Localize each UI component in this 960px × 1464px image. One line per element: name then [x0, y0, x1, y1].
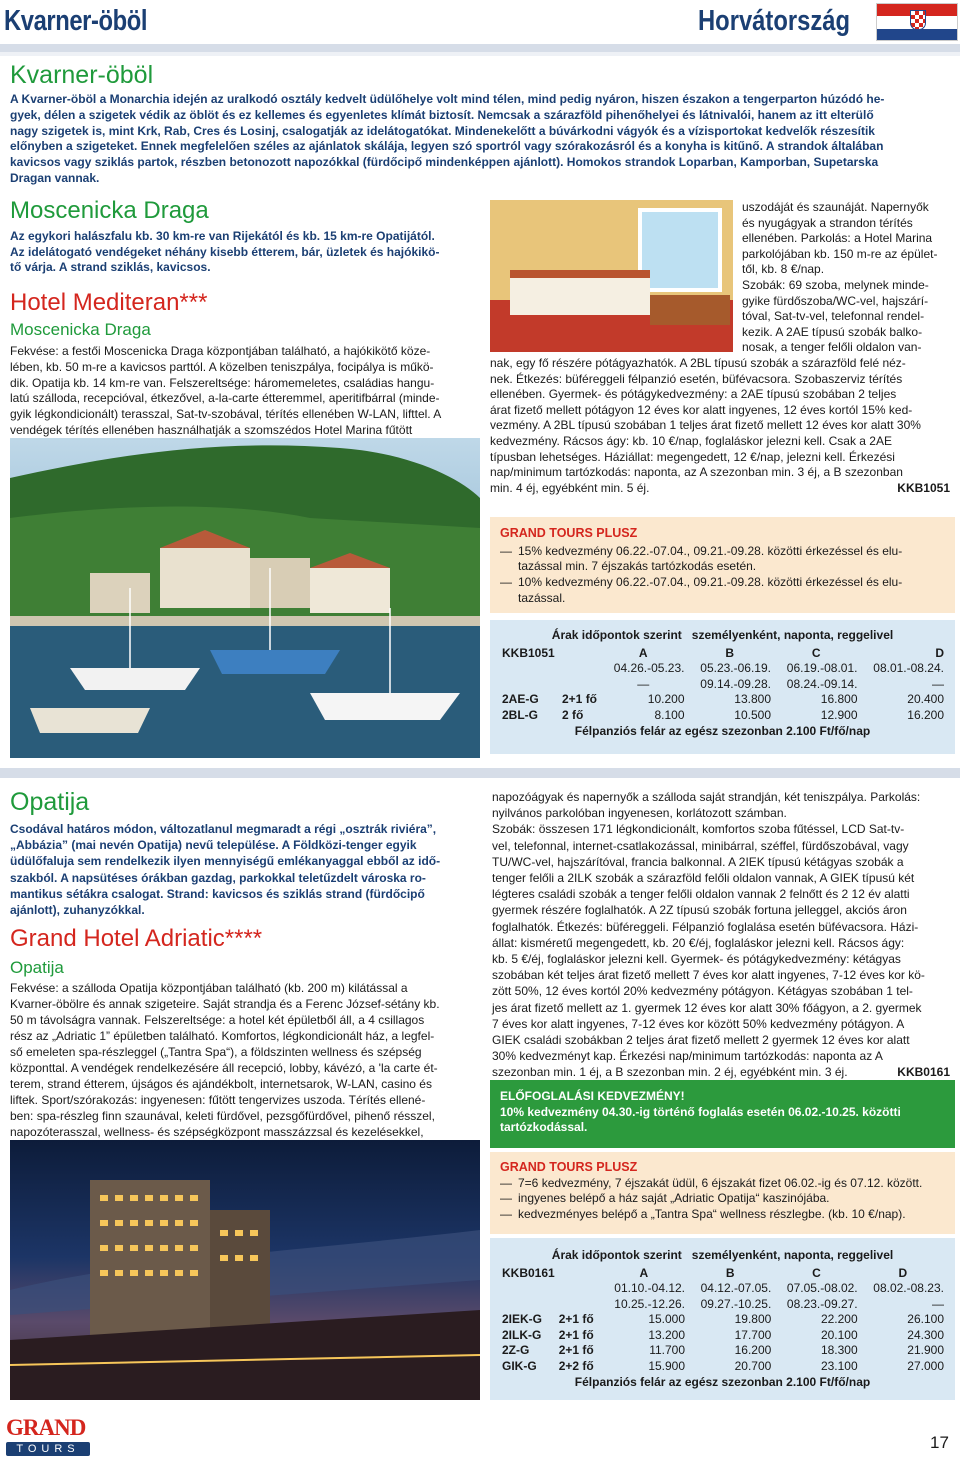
price-cell: 20.400 [907, 692, 944, 707]
table-row [500, 1343, 946, 1359]
mediteran-code: KKB1051 [897, 480, 950, 495]
mediteran-full-line: árat fizető mellett pótágyon 12 éves kor alatt ingyenes, 12 éves kortól 15% ked- [490, 402, 913, 417]
gt-plusz-line: kedvezményes belépő a „Tantra Spa“ wellness részlegbe. (kb. 10 €/nap). [518, 1206, 906, 1221]
mediteran-full-line: ellenében. Gyermek- és pótágykedvezmény: a 2AE típusú szobában 2 teljes [490, 387, 897, 402]
room-type: 2BL-G [502, 707, 538, 722]
adriatic-right-line: szezonban min. 1 éj, a B szezonban min. 2 éj, egyébként min. 3 éj. [492, 1065, 848, 1080]
adriatic-right-line: TU/WC-vel, hajszárítóval, francia balkonnal. A 2IEK típusú kétágyas szobák a [492, 854, 904, 869]
early-booking-box [490, 1080, 955, 1148]
season-dates: 08.02.-08.23. [873, 1281, 944, 1296]
price-cell: 23.100 [820, 1358, 858, 1373]
early-booking-line: 10% kedvezmény 04.30.-ig történő foglalás esetén 06.02.-10.25. közötti [500, 1104, 901, 1119]
season-header: A [638, 645, 648, 660]
price-table-footer: Félpanziós felár az egész szezonban 2.100 Ft/fő/nap [574, 724, 871, 739]
opatija-line: mantikus sétákra csalogat. Strand: kavicsos és sziklás strand (fürdőcipő [10, 886, 425, 901]
kvarner-intro-line: nagy szigetek is, mint Krk, Rab, Cres és Losinj, csalogatják az idelátogatókat. Mindenekelőtt a búvárkodni vágyók és a vízisportokat kedvelők részesítik [10, 123, 875, 138]
adriatic-left-line: napozóterasszal, wellness- és szépségközpont masszázzsal és kezelésekkel, [10, 1125, 424, 1139]
season-dates: 08.23.-09.27. [786, 1296, 858, 1311]
price-cell: 26.100 [907, 1312, 944, 1327]
price-table-code: KKB1051 [502, 645, 555, 660]
mediteran-full-line: nap/minimum tartózkodás: naponta, az A szezonban min. 3 éj, a B szezonban [490, 465, 903, 480]
early-booking-title: ELŐFOGLALÁSI KEDVEZMÉNY! [500, 1089, 685, 1103]
adriatic-right-line: foglalhatók. Étkezés: büféreggeli. Félpanzió foglalása esetén büfévacsora. Házi- [492, 919, 919, 934]
season-dates: 08.01.-08.24. [873, 661, 944, 676]
price-cell: 24.300 [907, 1327, 944, 1342]
night-hotel-photo [10, 1140, 480, 1400]
adriatic-left-line: terem, strand étterem, újságos és ajándékbolt, internetsarok, W-LAN, casino és [10, 1077, 432, 1091]
adriatic-left-line: központtal. A vendégek rendelkezésére áll recepció, lobby, kávézó, a 'la carte ét- [10, 1061, 438, 1075]
price-cell: 16.800 [820, 692, 858, 707]
adriatic-code: KKB0161 [897, 1065, 950, 1080]
season-dates: 06.19.-08.01. [786, 661, 858, 676]
gt-plusz-line: 7=6 kedvezmény, 7 éjszakát üdül, 6 éjszakát fizet 06.02.-ig és 07.12. között. [518, 1175, 923, 1190]
grand-adriatic-title: Grand Hotel Adriatic**** [10, 925, 263, 952]
opatija-desc [10, 821, 480, 918]
price-cell: 16.200 [907, 707, 944, 722]
price-cell: 15.900 [648, 1358, 686, 1373]
room-persons: 2 fő [562, 707, 584, 722]
gt-plusz-line: 15% kedvezmény 06.22.-07.04., 09.21.-09.28. közötti érkezéssel és elu- [518, 543, 903, 558]
adriatic-left-line: rész az „Adriatic 1” épületben található. Komfortos, légkondicionált ház, a legfel- [10, 1029, 435, 1043]
hotel-room-illustration [490, 200, 733, 352]
season-header: C [811, 645, 821, 660]
hotel-mediteran-subtitle: Moscenicka Draga [10, 320, 151, 339]
season-dates: 04.12.-07.05. [700, 1281, 772, 1296]
room-persons: 2+1 fő [562, 692, 598, 707]
price-cell: 20.100 [820, 1327, 858, 1342]
room-persons: 2+1 fő [558, 1327, 594, 1342]
adriatic-right-line: gyermek részére foglalhatók. A 2Z típusú szobák fortuna jelleggel, akciós áron [492, 903, 907, 918]
season-dates: — [932, 1296, 944, 1311]
season-dates: 07.05.-08.02. [786, 1281, 858, 1296]
price-cell: 17.700 [734, 1327, 772, 1342]
opatija-line: ajánlott), zuhanyzókkal. [10, 903, 145, 918]
mediteran-left-line: latú szálloda, recepcióval, étkezővel, a-la-carte étteremmel, aperitifbárral (minde- [10, 391, 440, 406]
season-dates: 09.14.-09.28. [700, 676, 771, 691]
price-table-grid [500, 1266, 946, 1375]
grand-adriatic-subtitle: Opatija [10, 958, 64, 977]
kvarner-intro-line: gyek, délen a szigetek védik az öblöt és ez kellemes és egyenletes klímát biztosít. Nemcsak a szárazföld pihenőhelyei és látnivalói, hanem az itt elterülő [10, 107, 874, 122]
adriatic-left-line: liftek. Sport/szórakozás: ingyenesen: fűtött tengervizes uszoda. Térítés ellené- [10, 1093, 426, 1107]
mediteran-right-line: től, kb. 8 €/nap. [742, 262, 825, 277]
mediteran-right-line: Szobák: 69 szoba, melynek minde- [742, 277, 929, 292]
opatija-title: Opatija [10, 788, 90, 816]
moscenicka-line: tő várja. A strand sziklás, kavicsos. [10, 260, 211, 274]
adriatic-right-line: vel, telefonnal, internet-csatlakozással, minibárral, széffel, fürdőszobával, vagy [492, 838, 909, 853]
season-dates: — [932, 676, 944, 691]
mediteran-full-line: vezmény. A 2BL típusú szobában 1 teljes árat fizető mellett 12 éves kor alatt 30% [490, 418, 921, 433]
gt-plusz-line: ingyenes belépő a ház saját „Adriatic Opatija“ kaszinójába. [518, 1191, 830, 1205]
price-table-title: Árak időpontok szerint személyenként, naponta, reggelivel [551, 628, 894, 642]
grand-adriatic-right-text [492, 789, 950, 1081]
season-header: A [639, 1265, 649, 1280]
opatija-line: üdülőfaluja sem rendelkezik ilyen mennyiségű emlékanyaggal ebből az idő- [10, 854, 441, 869]
logo-bottom-text: TOURS [6, 1442, 90, 1456]
moscenicka-desc [10, 229, 480, 276]
header-divider-light [0, 52, 960, 56]
room-type: 2ILK-G [502, 1327, 542, 1342]
season-dates: — [637, 676, 650, 691]
adriatic-right-line: légteres családi szobák a tenger felőli oldalon vannak 2 felnőtt és 2 12 év alatti [492, 887, 910, 902]
croatian-flag [876, 3, 958, 41]
opatija-line: szakból. A napsütéses órákban gazdag, parkokkal teletűzdelt városka ro- [10, 870, 426, 885]
room-persons: 2+1 fő [558, 1343, 594, 1358]
mediteran-right-line: kezik. A 2AE típusú szobák balko- [742, 324, 923, 339]
adriatic-right-line: 30% kedvezményt kap. Érkezési nap/minimum tartózkodás: naponta az A [492, 1049, 883, 1064]
hotel-mediteran-title: Hotel Mediteran*** [10, 289, 208, 316]
mediteran-full-line: típusban lehetséges. Háziállat: megengedett, 12 €/nap, jelezni kell. Érkezési [490, 449, 895, 464]
price-cell: 19.800 [734, 1312, 772, 1327]
gt-plusz-title: GRAND TOURS PLUSZ [500, 1160, 638, 1174]
mediteran-left-line: vendégek térítés ellenében használhatják a szomszédos Hotel Marina fűtött [10, 422, 413, 437]
adriatic-left-line: 50 m távolságra vannak. Felszereltsége: a hotel két épületből áll, a 4 csillagos [10, 1013, 425, 1027]
table-row [500, 1328, 946, 1344]
gt-plusz-line: 10% kedvezmény 06.22.-07.04., 09.21.-09.28. közötti érkezéssel és elu- [518, 575, 903, 590]
hotel-mediteran-left-text [10, 344, 480, 439]
mediteran-right-full-text [490, 356, 950, 496]
mediteran-full-line: nak, egy fő részére pótágyazhatók. A 2BL típusú szobák a szárazföld felé néz- [490, 356, 906, 370]
adriatic-left-line: Fekvése: a szálloda Opatija központjában található (kb. 200 m) kilátással a [10, 981, 408, 995]
adriatic-right-line: kb. 5 €/éj, foglaláskor jelezni kell. Gyermek- és pótágykedvezmény: kétágyas [492, 952, 901, 967]
hotel-room-photo [490, 200, 733, 352]
kvarner-title: Kvarner-öböl [10, 61, 154, 89]
adriatic-right-line: Szobák: összesen 171 légkondicionált, komfortos szoba fűtéssel, LCD Sat-tv- [492, 822, 905, 837]
adriatic-right-line: zött 50%, 12 éves kortól 20% kedvezmény pótágyon. Kétágyas szobában 1 tel- [492, 984, 913, 999]
mediteran-right-line: parkolójában kb. 150 m-re az épület- [742, 246, 938, 261]
dash-bullet: — [500, 543, 512, 558]
season-header: B [725, 645, 735, 660]
mediteran-full-line: kedvezmény. Rácsos ágy: kb. 10 €/nap, foglaláskor jelezni kell. Csak a 2AE [490, 433, 892, 448]
room-persons: 2+2 fő [558, 1358, 594, 1373]
price-cell: 27.000 [907, 1358, 944, 1373]
adriatic-right-line: tenger felőli a 2ILK szobák a szárazföld felőli oldalon vannak, A GIEK típusú két [492, 871, 915, 886]
price-cell: 21.900 [907, 1343, 944, 1358]
moscenicka-line: Az idelátogató vendégeket néhány kisebb étterem, bár, üzletek és hajókikö- [10, 244, 440, 259]
kvarner-intro-line: előnyben a szigeteket. Ennek megfelelően széles az ajánlatok skálája, legyen szó sportról vagy szórakozásról és a konyha is kitűnő. A strandok általában [10, 139, 884, 154]
harbor-illustration [10, 438, 480, 758]
price-cell: 12.900 [820, 707, 858, 722]
price-cell: 11.700 [649, 1343, 686, 1358]
price-cell: 20.700 [734, 1358, 772, 1373]
season-dates: 10.25.-12.26. [614, 1296, 686, 1311]
mediteran-full-line: nek. Étkezés: büféreggeli félpanzió esetén, büfévacsora. Szobaszerviz térítés [490, 371, 903, 386]
price-cell: 22.200 [820, 1312, 858, 1327]
kvarner-intro-line: kavicsos vagy sziklás partok, részben betonozott napozókkal (fürdőcipő mindenképpen ajánlott). Homokos strandok Loparban, Kamporban, Supetarska [10, 155, 879, 170]
price-cell: 15.000 [648, 1312, 686, 1327]
section-divider [0, 768, 960, 778]
harbor-photo [10, 438, 480, 758]
gt-plusz-item [500, 1176, 945, 1192]
grand-adriatic-left-text [10, 980, 480, 1140]
room-type: 2IEK-G [502, 1312, 543, 1327]
dash-bullet: — [500, 1175, 512, 1190]
early-booking-line: tartózkodással. [500, 1120, 588, 1134]
mediteran-right-line: ellenében. Parkolás: a Hotel Marina [742, 231, 933, 246]
kvarner-intro [10, 92, 950, 187]
season-dates: 09.27.-10.25. [700, 1296, 772, 1311]
logo-top-text: GRAND [6, 1415, 86, 1440]
gt-plusz-item [500, 575, 945, 607]
adriatic-right-line: 7 éves kor alatt ingyenes, 7-12 éves kor között 50% kedvezmény pótágyon. A [492, 1016, 905, 1031]
grand-tours-logo [6, 1416, 90, 1460]
price-table-title: Árak időpontok szerint személyenként, naponta, reggelivel [551, 1248, 894, 1262]
mediteran-left-line: lében, kb. 50 m-re a kavicsos parttól. A közelben teniszpálya, focipálya is műkö- [10, 359, 434, 374]
season-dates: 05.23.-06.19. [700, 661, 771, 676]
night-hotel-illustration [10, 1140, 480, 1400]
adriatic-left-line: Kvarner-öbölre és annak szigeteire. Saját strandja és a Ferenc József-sétány kb. [10, 997, 440, 1011]
gt-plusz-item [500, 544, 945, 576]
kvarner-intro-line: Dragan vannak. [10, 170, 100, 185]
dash-bullet: — [500, 1206, 512, 1221]
price-cell: 10.200 [647, 692, 685, 707]
gt-plusz-line: tazással. [518, 590, 566, 605]
season-header: D [935, 645, 944, 660]
gt-plusz-item [500, 1207, 945, 1223]
coat-of-arms-icon [910, 10, 926, 30]
mediteran-gt-plusz [490, 517, 955, 613]
price-cell: 18.300 [820, 1343, 858, 1358]
mediteran-right-line: nosak, a tenger felőli oldalon van- [742, 340, 922, 355]
opatija-line: Csodával határos módon, változatlanul megmaradt a régi „osztrák riviéra”, [10, 822, 437, 836]
table-row [500, 708, 946, 724]
room-type: 2Z-G [502, 1343, 530, 1358]
mediteran-right-line: uszodáját és szaunáját. Napernyők [742, 200, 929, 214]
header-right-title: Horvátország [698, 5, 850, 37]
mediteran-full-line: min. 4 éj, egyébként min. 5 éj. [490, 480, 650, 495]
gt-plusz-title: GRAND TOURS PLUSZ [500, 526, 638, 540]
dash-bullet: — [500, 575, 512, 590]
room-type: 2AE-G [502, 692, 539, 707]
adriatic-right-line: napozóágyak és napernyők a szálloda saját strandján, két teniszpálya. Parkolás: [492, 790, 921, 804]
season-dates: 04.26.-05.23. [613, 661, 685, 676]
adriatic-right-line: szobában két teljes árat fizető mellett 7 éves kor alatt ingyenes, 7-12 éves kor kö- [492, 968, 925, 983]
kvarner-intro-line: A Kvarner-öböl a Monarchia idején az uralkodó osztály kedvelt üdülőhelye volt mind télen, mind pedig nyáron, hiszen északon a tengerparton húzódó he- [10, 92, 885, 106]
price-table-grid [500, 646, 946, 724]
page-number: 17 [930, 1433, 949, 1452]
gt-plusz-item [500, 1191, 945, 1207]
dash-bullet: — [500, 1191, 512, 1205]
adriatic-price-table [490, 1238, 955, 1400]
opatija-line: „Abbázia” (mai nevén Opatija) nevű települése. A Földközi-tenger egyik [10, 838, 417, 853]
header-divider [0, 44, 960, 52]
adriatic-right-line: jes árat fizető mellett az 1. gyermek 12 éves kor alatt 30% főágyon, a 2. gyermek [492, 1000, 922, 1015]
mediteran-price-table [490, 620, 955, 754]
price-table-footer: Félpanziós felár az egész szezonban 2.100 Ft/fő/nap [574, 1375, 871, 1390]
table-row [500, 692, 946, 708]
mediteran-right-line: tóval, Sat-tv-vel, telefonnal rendel- [742, 309, 925, 324]
mediteran-right-line: gyike fürdőszoba/WC-vel, hajszárí- [742, 293, 929, 308]
adriatic-gt-plusz [490, 1152, 955, 1234]
adriatic-left-line: ső emeleten spa-részleggel („Tantra Spa“), a földszinten wellness és szépség [10, 1045, 422, 1059]
header-left-title: Kvarner-öböl [4, 5, 148, 37]
gt-plusz-line: tazással min. 7 éjszakás tartózkodás esetén. [518, 559, 757, 574]
room-type: GIK-G [502, 1358, 537, 1373]
price-cell: 8.100 [654, 707, 685, 722]
adriatic-right-line: GIEK családi szobákban 2 teljes árat fizető mellett 2 gyermek 12 éves kor alatt [492, 1033, 910, 1048]
adriatic-right-line: nyilvános parkolóban ingyenesen, korlátozott számban. [492, 806, 787, 821]
table-row [500, 1312, 946, 1328]
room-persons: 2+1 fő [558, 1312, 594, 1327]
season-header: D [898, 1265, 908, 1280]
mediteran-left-line: dik. Opatija kb. 14 km-re van. Felszereltsége: háromemeletes, családias hangu- [10, 375, 435, 390]
price-table-code: KKB0161 [502, 1265, 555, 1280]
season-dates: 08.24.-09.14. [786, 676, 858, 691]
mediteran-left-line: Fekvése: a festői Moscenicka Draga központjában található, a hajókikötő köze- [10, 344, 431, 358]
mediteran-left-line: gyik légkondicionált) terasszal, Sat-tv-szobával, térítés ellenében W-LAN, lifttel. A [10, 407, 442, 422]
mediteran-right-line: és nyugágyak a strandon térítés [742, 215, 913, 230]
moscenicka-title: Moscenicka Draga [10, 197, 209, 224]
adriatic-right-line: állat: kisméretű megengedett, kb. 20 €/éj, foglaláskor jelezni kell. Rácsos ágy: [492, 935, 905, 950]
adriatic-left-line: ben: spa-részleg finn szaunával, keleti fürdővel, pezsgőfürdővel, pihenő résszel, [10, 1109, 435, 1123]
price-cell: 13.800 [734, 692, 771, 707]
moscenicka-line: Az egykori halászfalu kb. 30 km-re van Rijekától és kb. 15 km-re Opatijától. [10, 229, 435, 243]
season-header: C [812, 1265, 821, 1280]
price-cell: 10.500 [734, 707, 771, 722]
price-cell: 16.200 [734, 1343, 772, 1358]
table-row [500, 1359, 946, 1375]
season-dates: 01.10.-04.12. [614, 1281, 686, 1296]
price-cell: 13.200 [648, 1327, 686, 1342]
season-header: B [725, 1265, 735, 1280]
mediteran-right-top-text [742, 200, 950, 356]
